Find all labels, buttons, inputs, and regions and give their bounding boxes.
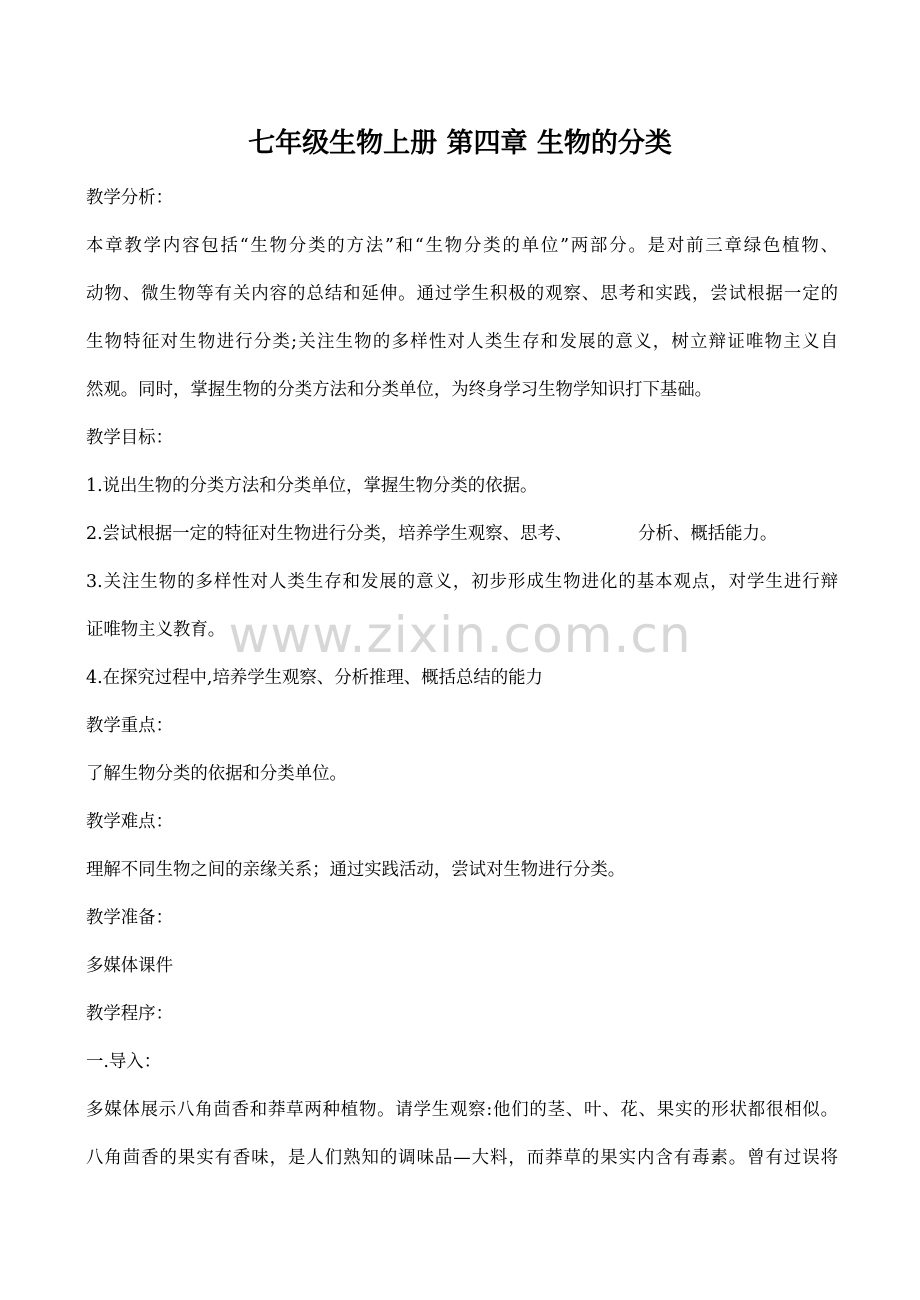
key-points: 了解生物分类的依据和分类单位。 (86, 764, 347, 784)
analysis-line-3: 生物特征对生物进行分类;关注生物的多样性对人类生存和发展的意义，树立辩证唯物主义自 (86, 332, 838, 352)
objective-3-line-2: 证唯物主义教育。 (86, 620, 226, 640)
analysis-line-1: 本章教学内容包括“生物分类的方法”和“生物分类的单位”两部分。是对前三章绿色植物、 (86, 236, 838, 256)
objective-1: 1.说出生物的分类方法和分类单位，掌握生物分类的依据。 (86, 476, 538, 496)
objective-2-part-2: 分析、概括能力。 (638, 524, 778, 544)
objective-4: 4.在探究过程中,培养学生观察、分析推理、概括总结的能力 (86, 668, 543, 688)
intro-heading: 一.导入： (86, 1052, 162, 1072)
preparation-heading: 教学准备： (86, 908, 173, 928)
intro-line-2: 八角茴香的果实有香味，是人们熟知的调味品—大料，而莽草的果实内含有毒素。曾有过误将 (86, 1148, 838, 1168)
objectives-heading: 教学目标： (86, 428, 173, 448)
preparation: 多媒体课件 (86, 956, 173, 976)
analysis-line-4: 然观。同时，掌握生物的分类方法和分类单位，为终身学习生物学知识打下基础。 (86, 380, 713, 400)
difficulties-heading: 教学难点： (86, 812, 173, 832)
intro-line-1: 多媒体展示八角茴香和莽草两种植物。请学生观察:他们的茎、叶、花、果实的形状都很相似。 (86, 1100, 838, 1120)
analysis-line-2: 动物、微生物等有关内容的总结和延伸。通过学生积极的观察、思考和实践，尝试根据一定的 (86, 284, 838, 304)
procedure-heading: 教学程序： (86, 1004, 173, 1024)
objective-3-line-1: 3.关注生物的多样性对人类生存和发展的意义，初步形成生物进化的基本观点，对学生进行辩 (86, 572, 838, 592)
document-title: 七年级生物上册 第四章 生物的分类 (248, 128, 672, 159)
watermark: www.zixin.com.cn (228, 606, 692, 664)
analysis-heading: 教学分析： (86, 188, 173, 208)
objective-2-part-1: 2.尝试根据一定的特征对生物进行分类，培养学生观察、思考、 (86, 524, 573, 544)
difficulties: 理解不同生物之间的亲缘关系；通过实践活动，尝试对生物进行分类。 (86, 860, 626, 880)
key-points-heading: 教学重点： (86, 716, 173, 736)
objective-2 (86, 522, 838, 546)
